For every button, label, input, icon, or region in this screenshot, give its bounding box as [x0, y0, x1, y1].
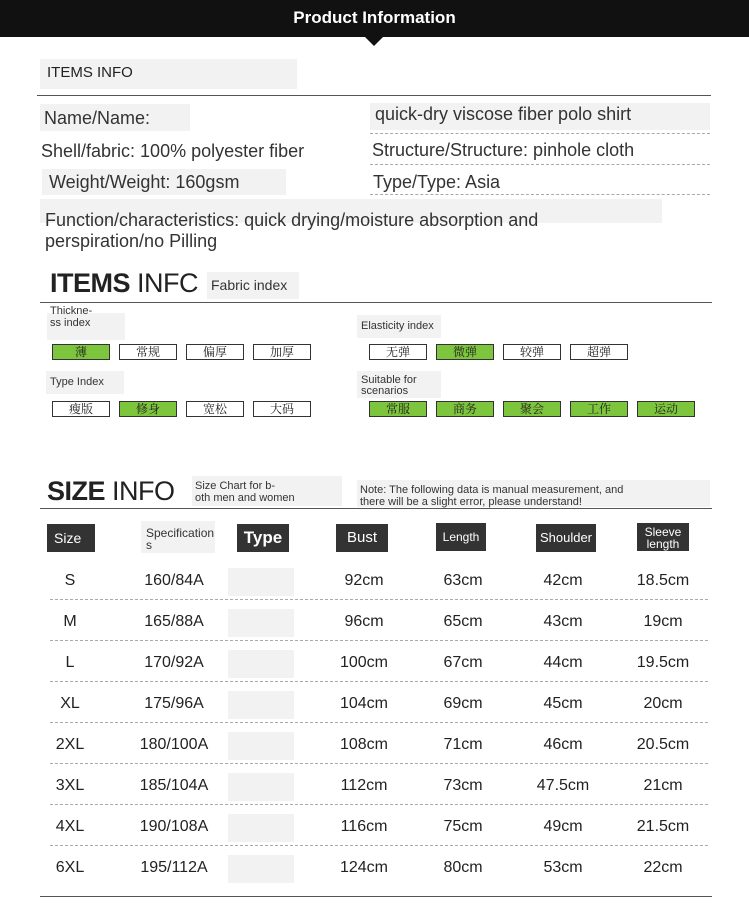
shoulder-cell: 45cm [543, 695, 583, 712]
elasticity-label: Elasticity index [361, 320, 434, 332]
length-cell: 67cm [443, 654, 483, 671]
shoulder-cell: 46cm [543, 736, 583, 753]
bottom-divider [40, 896, 712, 897]
scenario-chip-work: 工作 [570, 401, 628, 417]
length-cell: 71cm [443, 736, 483, 753]
type-cell [228, 609, 294, 637]
type-cell [228, 650, 294, 678]
size-cell: M [63, 613, 77, 630]
spec-cell: 195/112A [140, 859, 208, 876]
row-divider [50, 722, 708, 723]
bust-cell: 92cm [344, 572, 384, 589]
elasticity-chip-moderate: 较弹 [503, 344, 561, 360]
type-chip-large: 大码 [253, 401, 311, 417]
spec-cell: 165/88A [144, 613, 204, 630]
length-cell: 73cm [443, 777, 483, 794]
type-index-label: Type Index [50, 376, 104, 388]
row-divider [50, 804, 708, 805]
divider [37, 95, 711, 96]
bust-cell: 108cm [339, 736, 389, 753]
dashed-divider [370, 164, 710, 165]
shoulder-cell: 47.5cm [536, 777, 590, 794]
type: Type/Type: Asia [373, 172, 501, 192]
shoulder-cell: 42cm [543, 572, 583, 589]
size-section-heading: SIZE INFO [47, 476, 175, 506]
dashed-divider [370, 194, 710, 195]
fabric-index-subtitle: Fabric index [207, 272, 299, 299]
scenario-chip-casual: 常服 [369, 401, 427, 417]
length-cell: 63cm [443, 572, 483, 589]
type-cell [228, 814, 294, 842]
scenario-label-2: scenarios [361, 385, 409, 397]
size-cell: L [65, 654, 75, 671]
thickness-chip-regular: 常规 [119, 344, 177, 360]
sleeve-cell: 18.5cm [636, 572, 690, 589]
row-divider [50, 640, 708, 641]
length-cell: 65cm [443, 613, 483, 630]
elasticity-chip-slight: 微弹 [436, 344, 494, 360]
weight: Weight/Weight: 160gsm [49, 172, 240, 192]
shell-fabric: Shell/fabric: 100% polyester fiber [41, 141, 305, 161]
spec-cell: 160/84A [144, 572, 204, 589]
bust-cell: 112cm [340, 777, 388, 794]
size-cell: 2XL [55, 736, 85, 753]
thickness-chip-thin: 薄 [52, 344, 110, 360]
structure: Structure/Structure: pinhole cloth [372, 140, 635, 160]
col-sleeve-header: Sleeve length [637, 523, 689, 551]
spec-cell: 175/96A [144, 695, 204, 712]
type-cell [228, 855, 294, 883]
elasticity-chip-high: 超弹 [570, 344, 628, 360]
type-chip-loose: 宽松 [186, 401, 244, 417]
type-chip-slim: 瘦版 [52, 401, 110, 417]
sleeve-cell: 19cm [643, 613, 683, 630]
banner-notch [365, 37, 383, 46]
spec-cell: 185/104A [139, 777, 209, 794]
fabric-section-heading: ITEMS INFC [50, 268, 199, 298]
thickness-label-2: ss index [50, 317, 91, 329]
shoulder-cell: 49cm [543, 818, 583, 835]
size-cell: XL [60, 695, 80, 712]
bust-cell: 100cm [339, 654, 389, 671]
col-shoulder-header: Shoulder [536, 524, 596, 552]
sleeve-cell: 21cm [643, 777, 683, 794]
shoulder-cell: 44cm [543, 654, 583, 671]
name-value: quick-dry viscose fiber polo shirt [375, 104, 632, 124]
sleeve-cell: 22cm [643, 859, 683, 876]
row-divider [50, 763, 708, 764]
col-spec-header-2: s [146, 538, 152, 552]
divider [40, 302, 712, 303]
type-cell [228, 568, 294, 596]
col-bust-header: Bust [336, 524, 388, 552]
thickness-label-1: Thickne- [50, 305, 93, 317]
col-length-header: Length [436, 523, 486, 551]
bust-cell: 96cm [344, 613, 384, 630]
row-divider [50, 845, 708, 846]
name-label: Name/Name: [44, 108, 151, 128]
scenario-chip-business: 商务 [436, 401, 494, 417]
sleeve-cell: 20cm [643, 695, 683, 712]
sleeve-cell: 21.5cm [636, 818, 690, 835]
shoulder-cell: 53cm [543, 859, 583, 876]
spec-cell: 170/92A [144, 654, 204, 671]
divider [40, 508, 712, 509]
thickness-chip-thick: 偏厚 [186, 344, 244, 360]
items-info-label: ITEMS INFO [40, 59, 297, 89]
scenario-chip-party: 聚会 [503, 401, 561, 417]
page-title: Product Information [293, 8, 456, 27]
function-line-2: perspiration/no Pilling [45, 231, 218, 251]
spec-cell: 180/100A [139, 736, 209, 753]
type-chip-fitted: 修身 [119, 401, 177, 417]
shoulder-cell: 43cm [543, 613, 583, 630]
sleeve-cell: 20.5cm [636, 736, 690, 753]
size-cell: 3XL [55, 777, 85, 794]
size-cell: 6XL [55, 859, 85, 876]
scenario-chip-sport: 运动 [637, 401, 695, 417]
size-cell: 4XL [55, 818, 85, 835]
thickness-chip-extra-thick: 加厚 [253, 344, 311, 360]
measurement-note: Note: The following data is manual measurement, and there will be a slight error, please understand! [357, 480, 710, 507]
col-spec-header-1: Specification [146, 526, 215, 540]
length-cell: 75cm [443, 818, 483, 835]
type-cell [228, 691, 294, 719]
sleeve-cell: 19.5cm [636, 654, 690, 671]
function-line-1: Function/characteristics: quick drying/moisture absorption and [45, 210, 539, 230]
length-cell: 69cm [443, 695, 483, 712]
bust-cell: 124cm [339, 859, 389, 876]
length-cell: 80cm [443, 859, 483, 876]
col-size-header: Size [47, 524, 95, 552]
type-cell [228, 773, 294, 801]
elasticity-chip-none: 无弹 [369, 344, 427, 360]
bust-cell: 104cm [339, 695, 389, 712]
bust-cell: 116cm [340, 818, 388, 835]
type-cell [228, 732, 294, 760]
size-cell: S [64, 572, 76, 589]
size-chart-subtitle: Size Chart for b- oth men and women [192, 476, 342, 506]
row-divider [50, 599, 708, 600]
col-type-header: Type [237, 524, 289, 552]
dashed-divider [370, 133, 710, 134]
scenario-label-1: Suitable for [361, 374, 417, 386]
spec-cell: 190/108A [139, 818, 209, 835]
row-divider [50, 681, 708, 682]
